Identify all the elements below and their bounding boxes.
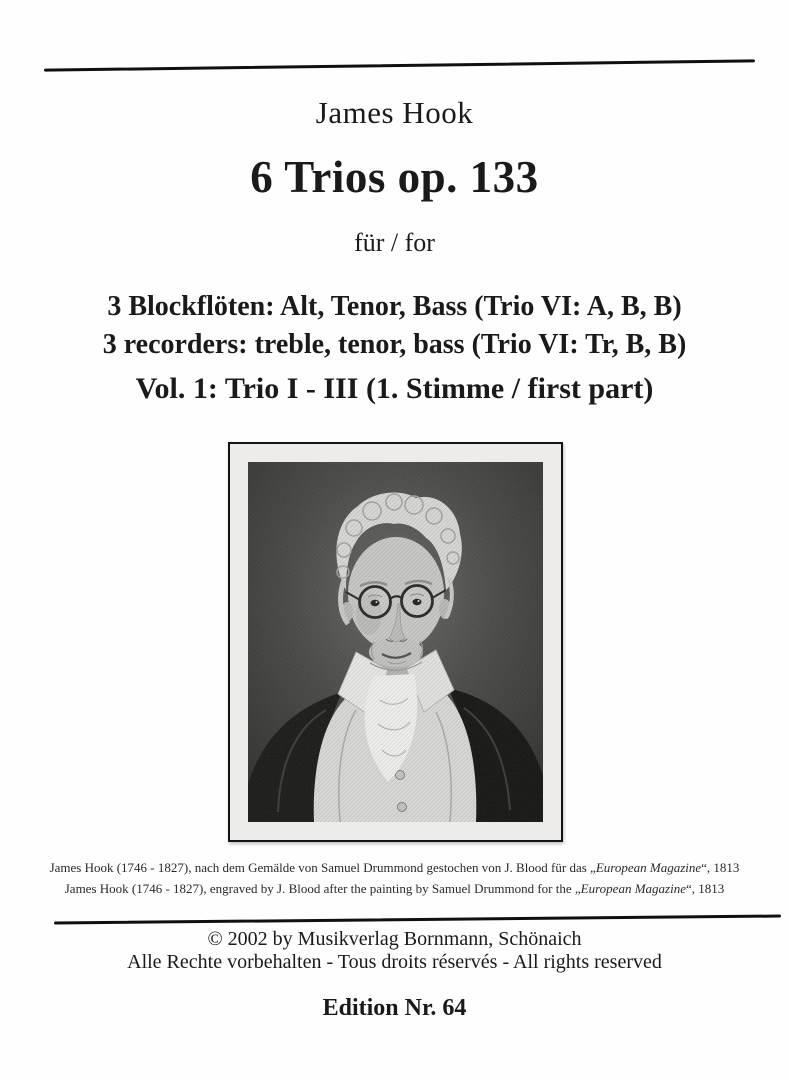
caption-german-magazine-title: European Magazine	[595, 860, 702, 875]
edition-number: Edition Nr. 64	[322, 995, 467, 1021]
composer-name: James Hook	[315, 95, 474, 130]
portrait-frame	[228, 442, 563, 842]
for-label: für / for	[354, 228, 435, 257]
top-rule	[44, 59, 755, 71]
volume-line: Vol. 1: Trio I - III (1. Stimme / first part)	[135, 372, 654, 405]
caption-english-magazine-title: European Magazine	[580, 881, 686, 896]
caption-german-post: “, 1813	[701, 860, 740, 875]
bottom-rule	[54, 915, 781, 924]
caption-english-post: “, 1813	[685, 881, 725, 896]
instrumentation-german: 3 Blockflöten: Alt, Tenor, Bass (Trio VI: A, B, B)	[107, 291, 682, 322]
portrait-caption-german	[0, 860, 789, 876]
caption-english-pre: James Hook (1746 - 1827), engraved by J. Blood after the painting by Samuel Drummond for the „	[64, 881, 581, 896]
rights-reserved-line: Alle Rechte vorbehalten - Tous droits réservés - All rights reserved	[127, 951, 662, 973]
portrait-caption-english	[0, 881, 789, 897]
copyright-line: © 2002 by Musikverlag Bornmann, Schönaich	[207, 928, 582, 950]
james-hook-portrait-image	[248, 462, 543, 822]
work-title: 6 Trios op. 133	[250, 152, 539, 202]
caption-german-pre: James Hook (1746 - 1827), nach dem Gemälde von Samuel Drummond gestochen von J. Blood für das „	[49, 860, 596, 875]
instrumentation-english: 3 recorders: treble, tenor, bass (Trio VI: Tr, B, B)	[102, 329, 687, 360]
